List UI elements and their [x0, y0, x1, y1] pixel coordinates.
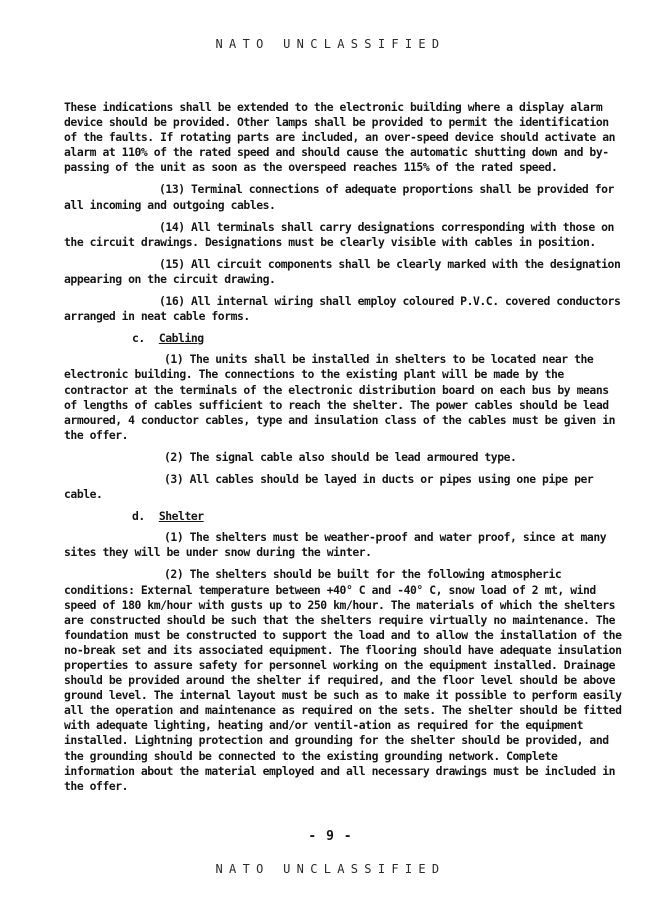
document-body	[64, 100, 626, 801]
item-16-paragraph: (16) All internal wiring shall employ coloured P.V.C. covered conductors arranged in neat cable forms.	[64, 294, 621, 324]
page-number: - 9 -	[308, 829, 353, 844]
cabling-paragraph-3: (3) All cables should be layed in ducts or pipes using one pipe per cable.	[64, 471, 594, 502]
bottom-classification-marking: NATO UNCLASSIFIED	[215, 862, 446, 876]
top-classification-marking: NATO UNCLASSIFIED	[215, 37, 446, 51]
item-14-paragraph: (14) All terminals shall carry designations corresponding with those on the circuit drawings. Designations must be clearly visible with cables in position.	[64, 219, 614, 249]
section-d-letter: d.	[132, 509, 145, 524]
shelter-paragraph-1: (1) The shelters must be weather-proof and water proof, since at many sites they will be under snow during the winter.	[64, 530, 607, 560]
section-d-heading	[132, 509, 626, 524]
intro-paragraph: These indications shall be extended to the electronic building where a display alarm device should be provided. Other lamps shall be provided to permit the identification of the faults. If rotating parts are included, an over-speed device should activate an alarm at 110% of the rated speed and should cause the automatic shutting down and by-passing of the unit as soon as the overspeed reaches 115% of the rated speed.	[64, 100, 616, 175]
item-13-paragraph: (13) Terminal connections of adequate proportions shall be provided for all incoming and outgoing cables.	[64, 182, 614, 212]
section-d-title: Shelter	[158, 509, 204, 524]
section-c-heading	[132, 331, 626, 346]
shelter-paragraph-2: (2) The shelters should be built for the following atmospheric conditions: External temperature between +40° C and -40° C, snow load of 2 mt, wind speed of 180 km/hour with gusts up to 250 km/hour. The materials of which the shelters are constructed should be such that the shelters require virtually no maintenance. The foundation must be constructed to support the load and to allow the installation of the no-break set and its associated equipment. The flooring should have adequate insulation properties to assure safety for personnel working on the equipment installed. Drainage should be provided around the shelter if required, and the floor level should be above ground level. The internal layout must be such as to make it possible to perform easily all the operation and maintenance as required on the sets. The shelter should be fitted with adequate lighting, heating and/or ventil-ation as required for the equipment installed. Lightning protection and grounding for the shelter should be provided, and the grounding should be connected to the existing grounding network. Complete information about the material employed and all necessary drawings must be included in the offer.	[64, 567, 622, 793]
item-15-paragraph: (15) All circuit components shall be clearly marked with the designation appearing on the circuit drawing.	[64, 256, 621, 286]
cabling-paragraph-1: (1) The units shall be installed in shelters to be located near the electronic building. The connections to the existing plant will be made by the contractor at the terminals of the electronic distribution board on each bus by means of lengths of cables sufficient to reach the shelter. The power cables should be lead armoured, 4 conductor cables, type and insulation class of the cables must be given in the offer.	[64, 352, 616, 442]
section-c-title: Cabling	[158, 331, 204, 346]
section-c-letter: c.	[132, 331, 145, 346]
cabling-paragraph-2: (2) The signal cable also should be lead armoured type.	[164, 449, 517, 464]
